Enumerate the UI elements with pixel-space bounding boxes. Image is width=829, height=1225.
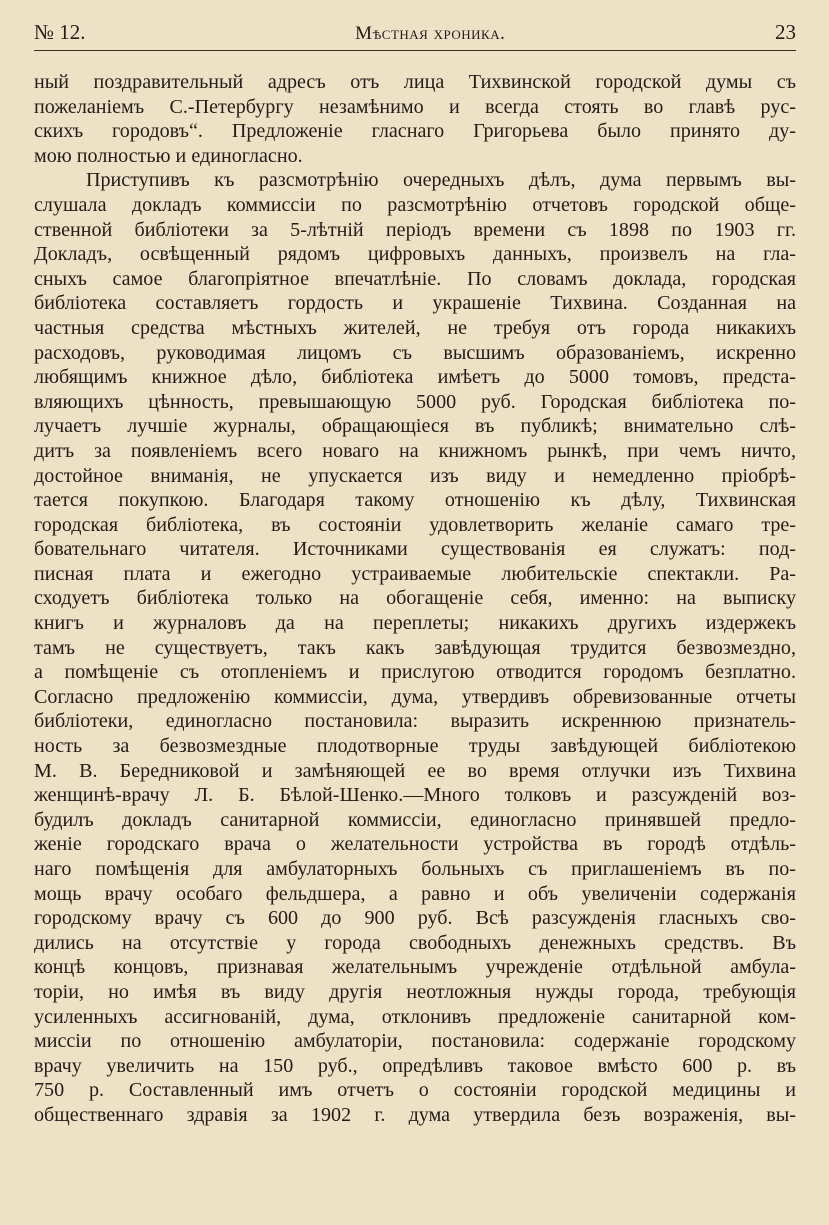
text-line: торіи, но имѣя въ виду другія неотложныя нужды города, требующія: [34, 980, 796, 1003]
text-line: усиленныхъ ассигнованій, дума, отклонивъ предложеніе санитарной ком-: [34, 1005, 796, 1028]
text-line: библіотека составляетъ гордость и украшеніе Тихвина. Созданная на: [34, 292, 796, 315]
text-line: наго помѣщенія для амбулаторныхъ больныхъ съ приглашеніемъ въ по-: [34, 858, 796, 880]
text-line: частныя средства мѣстныхъ жителей, не требуя отъ города никакихъ: [34, 316, 796, 339]
header-rule: [34, 50, 796, 51]
text-line: дитъ за появленіемъ всего новаго на книжномъ рынкѣ, при чемъ ничто,: [34, 439, 796, 462]
page-number: 23: [774, 20, 796, 44]
text-line: писная плата и ежегодно устраиваемые любительскіе спектакли. Ра-: [34, 562, 796, 585]
text-line: женіе городскаго врача о желательности устройства въ городѣ отдѣль-: [34, 833, 796, 856]
text-line: достойное вниманія, не упускается изъ виду и немедленно пріобрѣ-: [34, 464, 796, 487]
text-line: М. В. Бередниковой и замѣняющей ее во время отлучки изъ Тихвина: [34, 759, 796, 782]
text-line: ный поздравительный адресъ отъ лица Тихвинской городской думы съ: [34, 71, 796, 93]
text-line: общественнаго здравія за 1902 г. дума утвердила безъ возраженія, вы-: [34, 1103, 796, 1126]
text-line: любящимъ книжное дѣло, библіотека имѣетъ до 5000 томовъ, предста-: [34, 366, 796, 389]
text-line: городская библіотека, въ состояніи удовлетворить желаніе самаго тре-: [34, 513, 796, 536]
text-line: 750 р. Составленный имъ отчетъ о состояніи городской медицины и: [34, 1079, 796, 1102]
text-line: вляющихъ цѣнность, превышающую 5000 руб. Городская библіотека по-: [34, 390, 796, 413]
text-line: тается покупкою. Благодаря такому отношенію къ дѣлу, Тихвинская: [34, 489, 796, 512]
text-line: Согласно предложенію коммиссіи, дума, утвердивъ обревизованные отчеты: [34, 685, 796, 708]
section-title: Мѣстная хроника.: [355, 23, 506, 44]
text-line: библіотеки, единогласно постановила: выразить искреннюю признатель-: [34, 710, 796, 733]
text-line: расходовъ, руководимая лицомъ съ высшимъ образованіемъ, искренно: [34, 341, 796, 364]
text-line: женщинѣ-врачу Л. Б. Бѣлой-Шенко.—Много толковъ и разсужденій воз-: [34, 784, 796, 807]
text-line: дились на отсутствіе у города свободныхъ денежныхъ средствъ. Въ: [34, 931, 796, 954]
text-line: мою полностью и единогласно.: [34, 144, 303, 167]
text-line: скихъ городовъ“. Предложеніе гласнаго Григорьева было принято ду-: [34, 120, 796, 143]
text-line: сныхъ самое благопріятное впечатлѣніе. По словамъ доклада, городская: [34, 267, 796, 290]
issue-number: № 12.: [34, 20, 86, 44]
text-line: тамъ не существуетъ, такъ какъ завѣдующая трудится безвозмездно,: [34, 636, 796, 659]
text-line: концѣ концовъ, признавая желательнымъ учрежденіе отдѣльной амбула-: [34, 956, 796, 979]
text-line: мощь врачу особаго фельдшера, а равно и объ увеличеніи содержанія: [34, 882, 796, 905]
text-line: врачу увеличить на 150 руб., опредѣливъ таковое вмѣсто 600 р. въ: [34, 1054, 796, 1077]
text-line: Приступивъ къ разсмотрѣнію очередныхъ дѣлъ, дума первымъ вы-: [86, 169, 796, 192]
text-line: лучаетъ лучшіе журналы, обращающіеся въ публикѣ; внимательно слѣ-: [34, 415, 796, 438]
text-line: слушала докладъ коммиссіи по разсмотрѣнію отчетовъ городской обще-: [34, 193, 796, 216]
text-line: городскому врачу съ 600 до 900 руб. Всѣ разсужденія гласныхъ сво-: [34, 907, 796, 930]
text-line: ность за безвозмездные плодотворные труды завѣдующей библіотекою: [34, 735, 796, 758]
text-line: пожеланіемъ С.-Петербургу незамѣнимо и всегда стоять во главѣ рус-: [34, 95, 796, 118]
text-line: ственной библіотеки за 5-лѣтній періодъ времени съ 1898 по 1903 гг.: [34, 218, 796, 241]
text-line: а помѣщеніе съ отопленіемъ и прислугою отводится городомъ безплатно.: [34, 661, 796, 684]
text-line: будилъ докладъ санитарной коммиссіи, единогласно принявшей предло-: [34, 808, 796, 831]
body-text: [34, 70, 796, 1128]
text-line: миссіи по отношенію амбулаторіи, постановила: содержаніе городскому: [34, 1030, 796, 1053]
running-header: [34, 20, 796, 50]
text-line: сходуетъ библіотека только на обогащеніе себя, именно: на выписку: [34, 587, 796, 610]
text-line: Докладъ, освѣщенный рядомъ цифровыхъ данныхъ, произвелъ на гла-: [34, 243, 796, 266]
text-line: бовательнаго читателя. Источниками существованія ея служатъ: под-: [34, 538, 796, 561]
text-line: книгъ и журналовъ да на переплеты; никакихъ другихъ издержекъ: [34, 612, 796, 635]
